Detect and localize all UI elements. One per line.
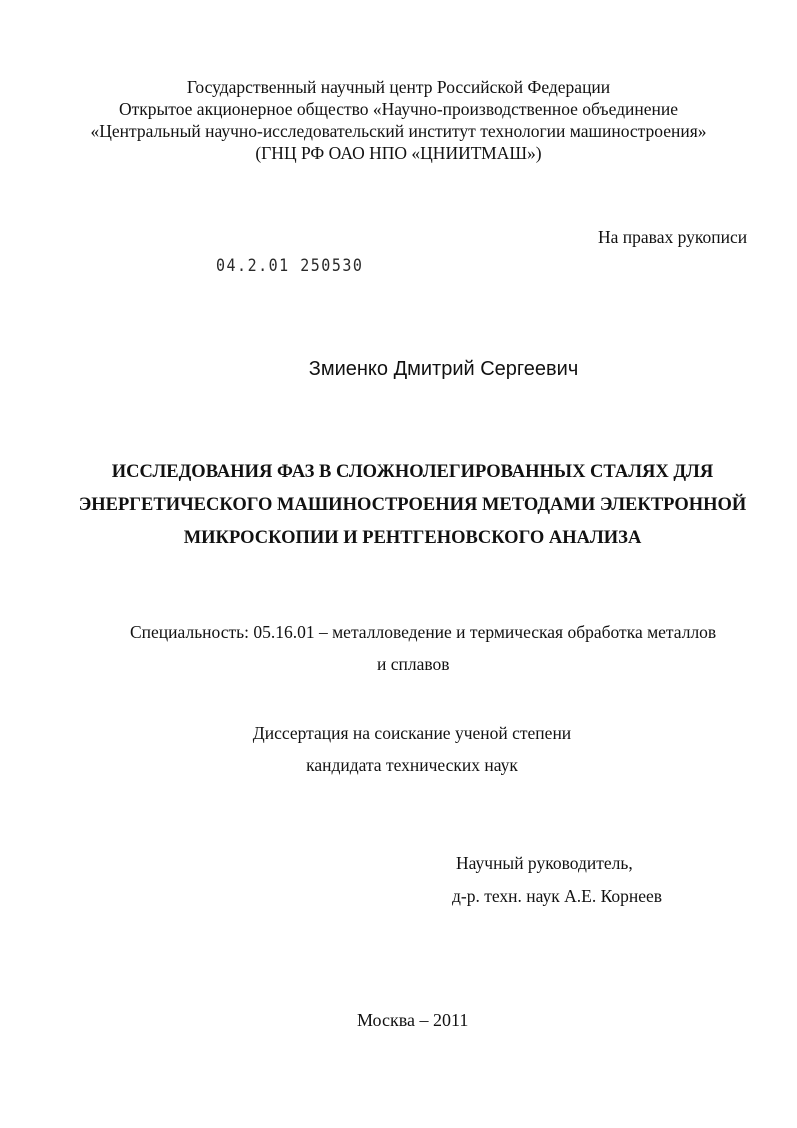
dissertation-title — [0, 456, 797, 555]
library-stamp-number: 04.2.01 250530 — [216, 255, 364, 276]
specialty-line-1: Специальность: 05.16.01 – металловедение и термическая обработка металлов — [130, 622, 717, 642]
organization-line-3: «Центральный научно-исследовательский институт технологии машиностроения» — [90, 121, 707, 141]
supervisor-label: Научный руководитель, — [456, 853, 633, 873]
organization-line-1: Государственный научный центр Российской Федерации — [186, 77, 611, 97]
place-and-year: Москва – 2011 — [357, 1010, 469, 1030]
specialty-line-2: и сплавов — [377, 654, 450, 674]
organization-header — [0, 76, 797, 164]
organization-line-2: Открытое акционерное общество «Научно-производственное объединение — [118, 99, 679, 119]
title-line-2: ЭНЕРГЕТИЧЕСКОГО МАШИНОСТРОЕНИЯ МЕТОДАМИ ЭЛЕКТРОННОЙ — [78, 495, 747, 515]
manuscript-rights: На правах рукописи — [598, 227, 748, 247]
organization-line-4: (ГНЦ РФ ОАО НПО «ЦНИИТМАШ») — [255, 143, 542, 163]
title-line-1: ИССЛЕДОВАНИЯ ФАЗ В СЛОЖНОЛЕГИРОВАННЫХ СТАЛЯХ ДЛЯ — [111, 462, 714, 482]
supervisor-name: д-р. техн. наук А.Е. Корнеев — [452, 886, 663, 906]
degree-line-1: Диссертация на соискание ученой степени — [252, 723, 572, 743]
degree-line-2: кандидата технических наук — [306, 755, 518, 775]
dissertation-degree — [0, 717, 797, 781]
supervisor-block — [452, 847, 663, 913]
author-name: Змиенко Дмитрий Сергеевич — [308, 358, 579, 380]
title-line-3: МИКРОСКОПИИ И РЕНТГЕНОВСКОГО АНАЛИЗА — [183, 528, 642, 548]
